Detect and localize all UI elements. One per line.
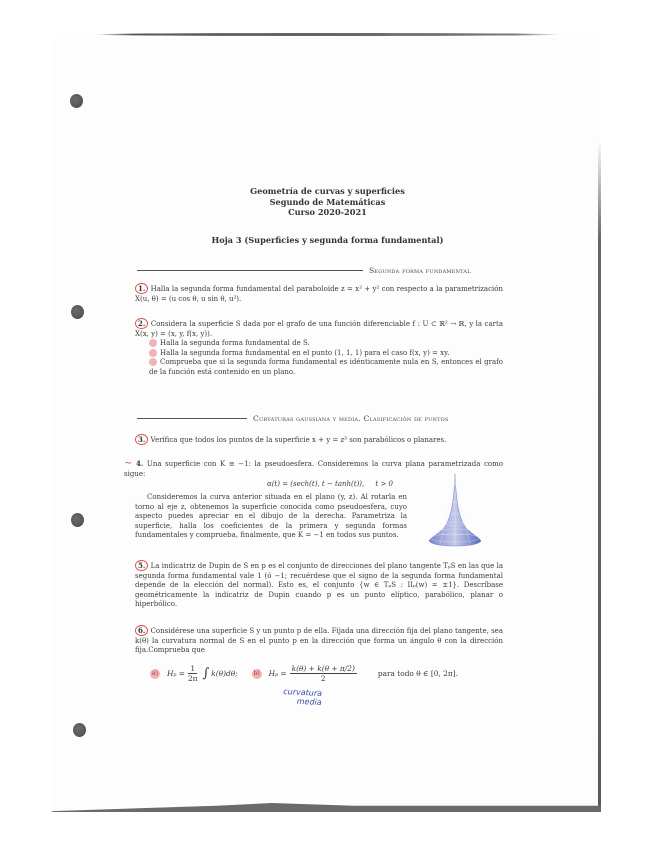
- document-header: [0, 186, 655, 218]
- part-b-lhs: Hₚ =: [268, 669, 287, 678]
- exercise-1: [135, 283, 503, 304]
- handwritten-note: curvatura media: [283, 686, 323, 708]
- punch-hole: [70, 94, 83, 108]
- exercise-number-circled: 1.: [135, 283, 148, 294]
- exercise-6-formulas: [150, 664, 510, 683]
- part-a-fraction: $\frac{1}{2\pi}$: [187, 664, 198, 683]
- highlight-mark-icon: [149, 358, 157, 366]
- exercise-4-formula: [230, 480, 430, 490]
- part-b-mark: b): [253, 669, 260, 677]
- sheet-title-wrap: [0, 228, 655, 247]
- exercise-part-c: Comprueba que si la segunda forma fundamental es idénticamente nula en S, entonces el grafo de la función está contenido en un plano.: [149, 358, 503, 376]
- exercise-5: [135, 560, 503, 610]
- document-page: [52, 38, 600, 810]
- exercise-number-circled: 6.: [135, 625, 148, 636]
- exercise-number-circled: 3.: [135, 434, 148, 445]
- section-rule-line: [137, 270, 363, 271]
- part-a-mark: a): [150, 669, 160, 679]
- exercise-2: [135, 318, 503, 378]
- section-title: Segunda forma fundamental: [369, 266, 471, 275]
- integral-sign: ∫: [202, 666, 210, 681]
- section-heading: [137, 414, 503, 423]
- exercise-number-circled: 2.: [135, 318, 148, 329]
- exercise-4-body: [135, 493, 407, 541]
- exercise-number-circled: 5.: [135, 560, 148, 571]
- formula-condition: para todo θ ∈ [0, 2π].: [377, 669, 458, 678]
- section-title: Curvaturas gaussiana y media. Clasificación de puntos: [253, 414, 449, 423]
- punch-hole: [71, 513, 84, 527]
- pseudosphere-image: [426, 472, 484, 547]
- exercise-text: Verifica que todos los puntos de la superficie x + y = z³ son parabólicos o planares.: [150, 436, 447, 444]
- year-line: Curso 2020-2021: [288, 207, 367, 217]
- exercise-intro: Una superficie con K ≡ −1: la pseudoesfera. Consideremos la curva plana parametrizada como sigue:: [124, 460, 504, 478]
- course-title: Geometría de curvas y superficies: [250, 186, 405, 196]
- formula-condition: t > 0: [375, 480, 394, 488]
- exercise-number: 4.: [136, 459, 144, 468]
- degree-line: Segundo de Matemáticas: [269, 196, 386, 207]
- squiggle-mark-icon: ∼: [124, 458, 133, 469]
- punch-hole: [71, 305, 84, 319]
- section-rule-line: [137, 418, 247, 419]
- part-a-lhs: Hₚ =: [167, 669, 185, 678]
- highlight-mark-icon: [149, 339, 157, 347]
- exercise-3: [135, 434, 503, 446]
- exercise-text: La indicatriz de Dupin de S en p es el conjunto de direcciones del plano tangente TₚS en las que la segunda forma fundamental vale 1 (ó −1; recuérdese que el signo de la segunda forma fundamental depende de la elección del normal). Esto es, el conjunto {w ∈ TₚS : IIₚ(w) = ±1}. Descríbase geométricamente la indicatriz de Dupin cuando p es un punto elíptico, parabólico, planar o hiperbólico.: [135, 562, 503, 609]
- exercise-part-a: Halla la segunda forma fundamental de S.: [135, 339, 503, 349]
- exercise-text: Consideremos la curva anterior situada en el plano (y, z). Al rotarla en torno al eje z, obtenemos la superficie conocida como pseudoesfera, cuyo aspecto puedes apreciar en el dibujo de la derecha. Parametriza la superficie, halla los coeficientes de la primera y segunda formas fundamentales y comprueba, finalmente, que K = −1 en todos sus puntos.: [135, 493, 407, 540]
- part-a-integrand: k(θ)dθ;: [211, 669, 238, 678]
- exercise-text: Halla la segunda forma fundamental del paraboloide z = x² + y² con respecto a la parametrización X(u, θ) = (u cos θ, u sin θ, u²).: [135, 285, 503, 303]
- punch-hole: [73, 723, 86, 737]
- highlight-mark-icon: [149, 349, 157, 357]
- section-heading: [137, 266, 503, 275]
- exercise-text: Considérese una superficie S y un punto p de ella. Fijada una dirección fija del plano tangente, sea k(θ) la curvatura normal de S en el punto p en la dirección que forma un ángulo θ con la dirección fija.Comprueba que: [135, 627, 503, 655]
- exercise-text: Considera la superficie S dada por el grafo de una función diferenciable f : U ⊂ ℝ² → ℝ, y la carta X(x, y) = (x, y, f(x, y)).: [135, 320, 503, 338]
- exercise-part-b: Halla la segunda forma fundamental en el punto (1, 1, 1) para el caso f(x, y) = xy.: [135, 349, 503, 359]
- sheet-title: Hoja 3 (Superficies y segunda forma fundamental): [211, 235, 444, 245]
- curve-formula: α(t) = (sech(t), t − tanh(t)),: [266, 480, 365, 488]
- page-top-edge-shadow: [93, 33, 563, 36]
- exercise-6: [135, 625, 503, 656]
- part-b-fraction: $\frac{k(\theta) + k(\theta + \pi/2)}{2}$: [291, 664, 355, 683]
